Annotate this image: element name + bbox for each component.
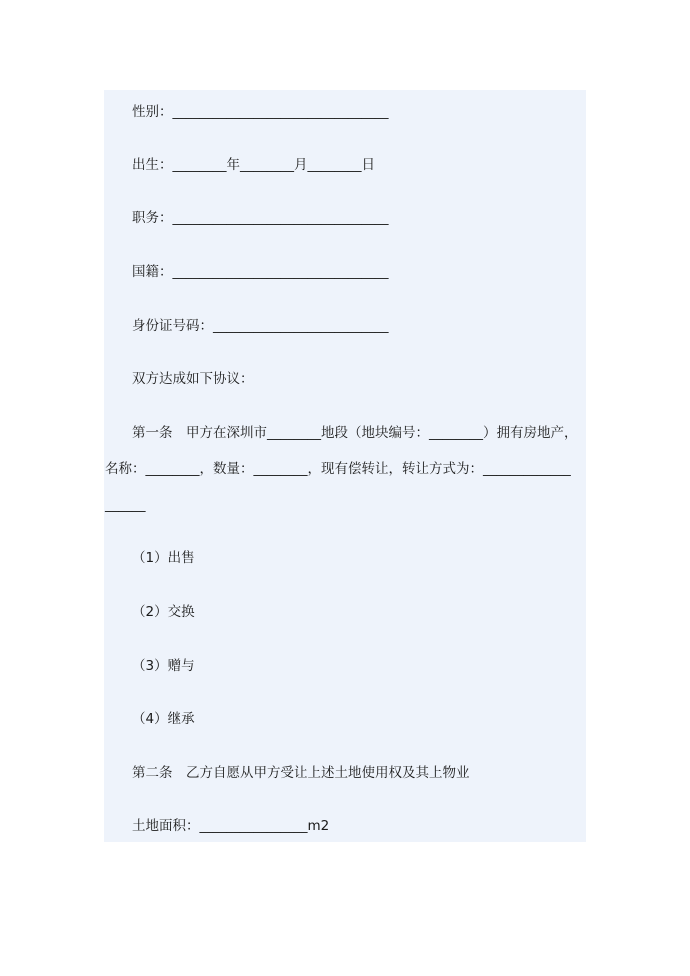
field-gender: 性别：________________________________ [132, 104, 389, 120]
article-1-line-2: 名称：________，数量：________，现有偿转让，转让方式为：_____________ [105, 461, 571, 477]
option-inheritance: （4）继承 [132, 711, 195, 727]
article-1-line-1: 第一条 甲方在深圳市________地段（地块编号：________）拥有房地产， [132, 425, 578, 441]
option-sale: （1）出售 [132, 550, 195, 566]
option-gift: （3）赠与 [132, 658, 195, 674]
option-exchange: （2）交换 [132, 604, 195, 620]
article-1-line-3: ______ [105, 497, 146, 513]
field-nationality: 国籍：________________________________ [132, 264, 389, 280]
agreement-intro: 双方达成如下协议： [132, 371, 254, 387]
field-position: 职务：________________________________ [132, 210, 389, 226]
field-land-area: 土地面积：________________m2 [132, 818, 330, 834]
article-2: 第二条 乙方自愿从甲方受让上述土地使用权及其上物业 [132, 765, 470, 781]
field-id-number: 身份证号码：__________________________ [132, 318, 389, 334]
field-birth-date: 出生：________年________月________日 [132, 157, 375, 173]
